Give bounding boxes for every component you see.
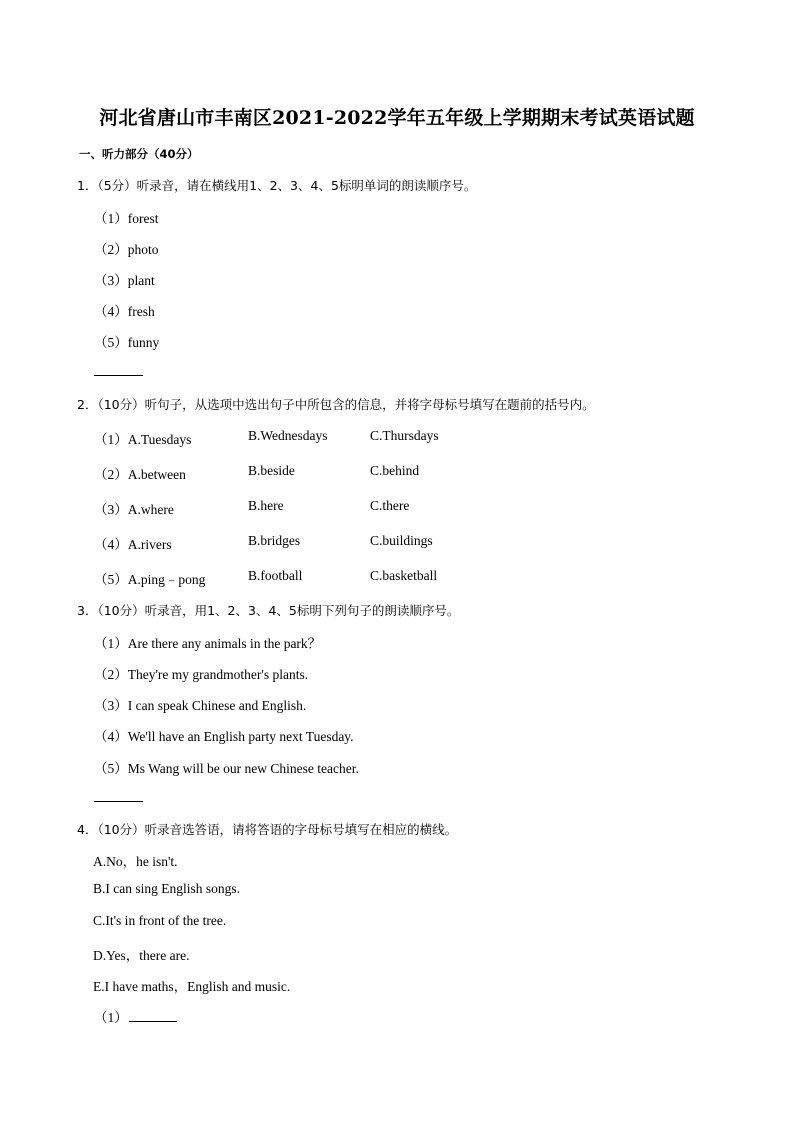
question-3-text: 3．（10分）听录音，用1、2、3、4、5标明下列句子的朗读顺序号。	[77, 603, 460, 618]
q1-item: （2）photo	[94, 242, 159, 257]
q2-option: （4）A.rivers	[94, 537, 172, 552]
question-2-text: 2．（10分）听句子，从选项中选出句子中所包含的信息，并将字母标号填写在题前的括号内。	[77, 397, 595, 412]
q2-option: B.Wednesdays	[248, 428, 328, 443]
q1-item: （3）plant	[94, 273, 155, 288]
q2-option: B.here	[248, 498, 284, 513]
q3-item: （1）Are there any animals in the park？	[94, 636, 322, 651]
q4-answer-option: D.Yes，there are.	[93, 948, 190, 963]
q2-option: C.Thursdays	[370, 428, 439, 443]
q1-item: （1）forest	[94, 211, 159, 226]
q2-option: C.behind	[370, 463, 420, 478]
q2-option: C.there	[370, 498, 410, 513]
q2-option: B.football	[248, 568, 303, 583]
q2-option: （2）A.between	[94, 467, 186, 482]
page-title: 河北省唐山市丰南区2021-2022学年五年级上学期期末考试英语试题	[99, 107, 695, 129]
q2-option: B.beside	[248, 463, 295, 478]
q4-item-label: （1）	[94, 1010, 128, 1025]
q2-option: B.bridges	[248, 533, 301, 548]
q2-option: （5）A.ping﹣pong	[94, 572, 206, 587]
q1-item: （4）fresh	[94, 304, 155, 319]
q4-answer-option: C.It's in front of the tree.	[93, 913, 227, 928]
q4-answer-option: B.I can sing English songs.	[93, 881, 240, 896]
question-1-text: 1．（5分）听录音，请在横线用1、2、3、4、5标明单词的朗读顺序号。	[77, 178, 477, 193]
q1-item: （5）funny	[94, 335, 160, 350]
q3-item: （3）I can speak Chinese and English.	[94, 698, 307, 713]
q2-option: C.buildings	[370, 533, 433, 548]
section-heading: 一、听力部分（40分）	[79, 147, 199, 161]
q1-answer-blank[interactable]	[94, 375, 143, 376]
q3-item: （5）Ms Wang will be our new Chinese teacher.	[94, 761, 359, 776]
q2-option: C.basketball	[370, 568, 438, 583]
q4-answer-blank[interactable]	[129, 1021, 177, 1022]
q3-item: （2）They're my grandmother's plants.	[94, 667, 309, 682]
q2-option: （1）A.Tuesdays	[94, 432, 192, 447]
q3-item: （4）We'll have an English party next Tuesday.	[94, 729, 354, 744]
q2-option: （3）A.where	[94, 502, 174, 517]
q4-answer-option: E.I have maths，English and music.	[93, 979, 291, 994]
question-4-text: 4．（10分）听录音选答语，请将答语的字母标号填写在相应的横线。	[77, 822, 458, 837]
q3-answer-blank[interactable]	[94, 801, 143, 802]
q4-answer-option: A.No，he isn't.	[93, 854, 178, 869]
